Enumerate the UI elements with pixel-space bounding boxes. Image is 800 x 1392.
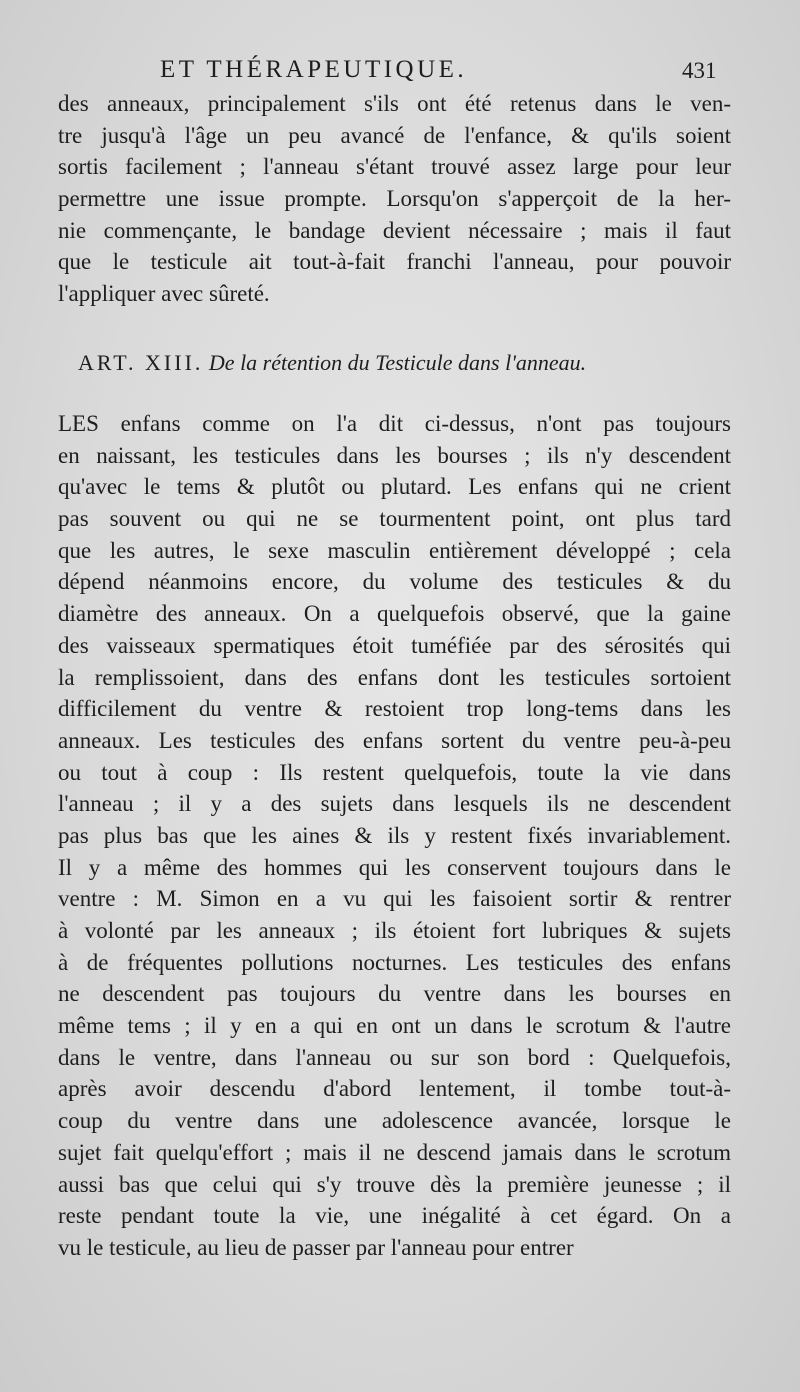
text-line: ne descendent pas toujours du ventre dans les bourses en xyxy=(58,981,731,1007)
text-line: l'appliquer avec sûreté. xyxy=(58,281,270,307)
text-line: sortis facilement ; l'anneau s'étant trouvé assez large pour leur xyxy=(58,154,731,180)
text-line: à volonté par les anneaux ; ils étoient fort lubriques & sujets xyxy=(58,918,731,943)
text-line: des vaisseaux spermatiques étoit tuméfiée par des sérosités qui xyxy=(58,632,731,658)
text-line: dans le ventre, dans l'anneau ou sur son bord : Quelquefois, xyxy=(58,1044,731,1070)
section-heading xyxy=(78,350,738,376)
text-line: coup du ventre dans une adolescence avancée, lorsque le xyxy=(58,1108,731,1134)
paragraph-article-xiii xyxy=(58,408,731,1264)
text-line: des anneaux, principalement s'ils ont été retenus dans le ven- xyxy=(58,91,731,116)
text-line: que les autres, le sexe masculin entièrement développé ; cela xyxy=(58,537,731,563)
text-line: reste pendant toute la vie, une inégalité à cet égard. On a xyxy=(58,1203,731,1229)
running-title: ET THÉRAPEUTIQUE. xyxy=(160,56,468,83)
paragraph-continuation xyxy=(58,88,731,310)
text-line: pas souvent ou qui ne se tourmentent point, ont plus tard xyxy=(58,506,731,532)
text-line: permettre une issue prompte. Lorsqu'on s'apperçoit de la her- xyxy=(58,186,731,212)
article-number: ART. XIII. xyxy=(78,350,204,375)
text-line: Il y a même des hommes qui les conservent toujours dans le xyxy=(58,854,731,880)
text-line: dépend néanmoins encore, du volume des testicules & du xyxy=(58,569,731,595)
text-line: après avoir descendu d'abord lentement, il tombe tout-à- xyxy=(58,1076,731,1102)
article-title: De la rétention du Testicule dans l'anneau. xyxy=(208,350,587,375)
text-line: l'anneau ; il y a des sujets dans lesquels ils ne descendent xyxy=(58,791,731,817)
text-line: diamètre des anneaux. On a quelquefois observé, que la gaine xyxy=(58,601,731,627)
text-line: même tems ; il y en a qui en ont un dans le scrotum & l'autre xyxy=(58,1013,731,1039)
text-line: anneaux. Les testicules des enfans sortent du ventre peu-à-peu xyxy=(58,727,731,753)
text-line: vu le testicule, au lieu de passer par l'anneau pour entrer xyxy=(58,1234,574,1260)
text-line: difficilement du ventre & restoient trop long-tems dans les xyxy=(58,696,731,722)
text-line: tre jusqu'à l'âge un peu avancé de l'enfance, & qu'ils soient xyxy=(58,122,731,148)
text-line: ventre : M. Simon en a vu qui les faisoient sortir & rentrer xyxy=(58,886,731,912)
text-line: en naissant, les testicules dans les bourses ; ils n'y descendent xyxy=(58,442,731,468)
text-line: sujet fait quelqu'effort ; mais il ne descend jamais dans le scrotum xyxy=(58,1139,731,1165)
text-line: que le testicule ait tout-à-fait franchi l'anneau, pour pouvoir xyxy=(58,249,731,275)
page-number: 431 xyxy=(682,58,717,83)
text-line: à de fréquentes pollutions nocturnes. Les testicules des enfans xyxy=(58,949,731,975)
text-line: pas plus bas que les aines & ils y restent fixés invariablement. xyxy=(58,822,731,848)
text-line: ou tout à coup : Ils restent quelquefois, toute la vie dans xyxy=(58,759,731,785)
text-line: la remplissoient, dans des enfans dont les testicules sortoient xyxy=(58,664,731,690)
text-line: aussi bas que celui qui s'y trouve dès la première jeunesse ; il xyxy=(58,1171,731,1197)
text-line: qu'avec le tems & plutôt ou plutard. Les enfans qui ne crient xyxy=(58,474,731,500)
text-line: nie commençante, le bandage devient nécessaire ; mais il faut xyxy=(58,217,731,243)
text-line: LES enfans comme on l'a dit ci-dessus, n'ont pas toujours xyxy=(58,411,731,436)
